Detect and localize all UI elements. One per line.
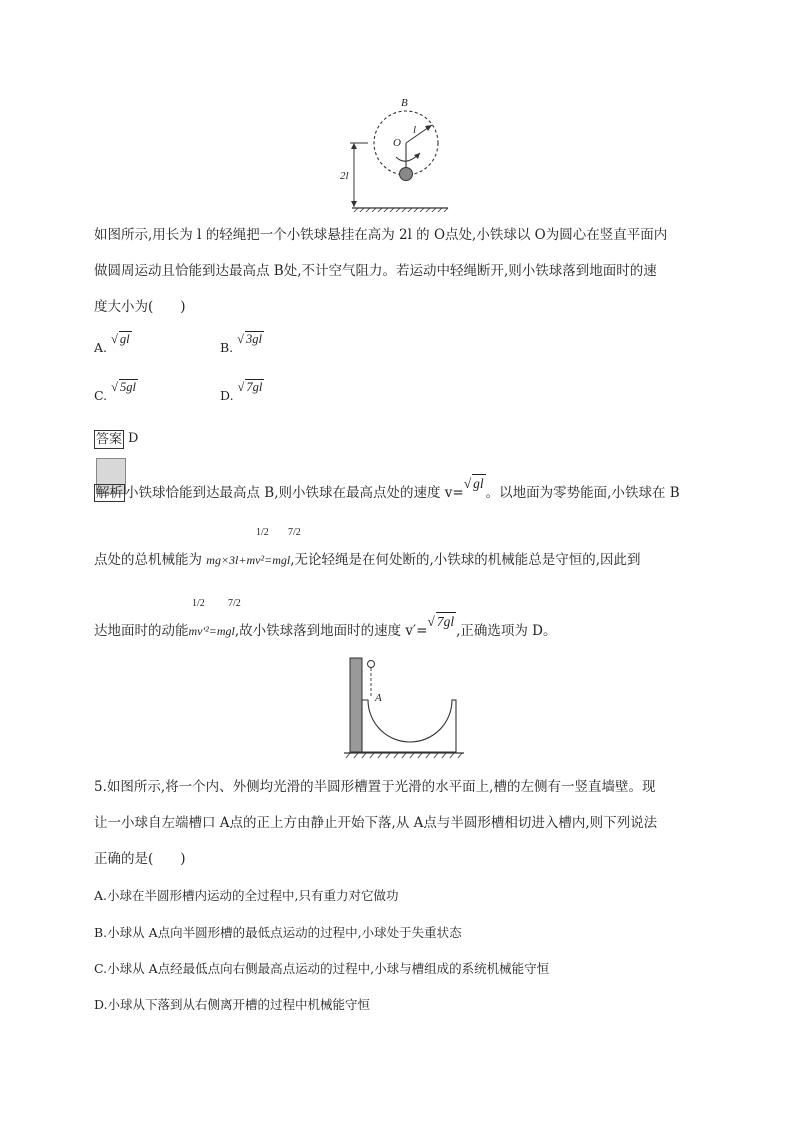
math-expr: mv²= — [246, 553, 273, 567]
label-l: l — [413, 124, 417, 136]
math-expr: mgl — [216, 624, 235, 638]
option-letter: A. — [94, 340, 108, 355]
option-letter: C. — [94, 388, 108, 403]
radicand: 5gl — [119, 380, 136, 394]
floor-hatch — [346, 753, 462, 758]
label-A: A — [375, 692, 382, 704]
analysis-text-1b: 。以地面为零势能面,小铁球在 B — [485, 485, 680, 501]
analysis-text-2b: ,无论轻绳是在何处断的,小铁球的机械能总是守恒的,因此到 — [290, 552, 641, 568]
math-expr: mgl — [272, 553, 291, 567]
iron-ball — [400, 168, 413, 181]
q5-option-a[interactable]: A.小球在半圆形槽内运动的全过程中,只有重力对它做功 — [94, 888, 399, 903]
option-letter: B. — [220, 340, 234, 355]
height-arrow-bottom — [351, 201, 357, 207]
sqrt-expression: √ gl — [111, 332, 130, 346]
wall — [350, 658, 362, 752]
math-expr: mg×3l+ — [206, 553, 247, 567]
fraction-seven-half: 7/2 — [288, 527, 301, 538]
analysis-text-3a: 达地面时的动能 — [94, 623, 189, 639]
label-O: O — [393, 137, 401, 149]
q4-option-a[interactable] — [94, 332, 132, 356]
analysis-line-2 — [94, 551, 641, 569]
q4-option-b[interactable] — [220, 332, 264, 356]
analysis-text-2a: 点处的总机械能为 — [94, 552, 202, 568]
radicand: gl — [473, 476, 484, 491]
option-letter: D. — [220, 388, 234, 403]
math-expr: mv′²= — [188, 624, 217, 638]
analysis-line-3 — [94, 614, 557, 640]
semicircle-groove — [362, 700, 456, 752]
answer-label: 答案 — [96, 432, 123, 447]
q4-stem-line-2: 做圆周运动且恰能到达最高点 B处,不计空气阻力。若运动中轻绳断开,则小铁球落到地面时的速 — [94, 263, 657, 279]
analysis-text-1a: 小铁球恰能到达最高点 B,则小铁球在最高点处的速度 v= — [125, 485, 464, 501]
sqrt-expression: √ 3gl — [237, 332, 263, 346]
q5-stem-line-1: 5.如图所示,将一个内、外侧均光滑的半圆形槽置于光滑的水平面上,槽的左侧有一竖直墙壁。现 — [94, 779, 656, 795]
pendulum-figure — [340, 95, 470, 220]
height-arrow-top — [351, 143, 357, 149]
small-ball — [368, 661, 375, 668]
radicand: 7gl — [246, 380, 263, 394]
label-B: B — [401, 97, 408, 109]
q4-option-c[interactable] — [94, 380, 138, 404]
sqrt-expression: √ 5gl — [111, 380, 136, 394]
groove-figure — [340, 650, 465, 760]
fraction-half: 1/2 — [192, 598, 205, 609]
sqrt-expression: √ 7gl — [237, 380, 263, 394]
answer-value: D — [128, 431, 139, 446]
q5-option-b[interactable]: B.小球从 A点向半圆形槽的最低点运动的过程中,小球处于失重状态 — [94, 925, 462, 940]
q5-stem-line-3: 正确的是( ) — [94, 851, 186, 867]
sqrt-expression: √ gl — [463, 476, 484, 491]
q4-stem-line-3: 度大小为( ) — [94, 299, 186, 315]
radicand: 7gl — [436, 614, 455, 629]
q4-option-d[interactable] — [220, 380, 264, 404]
fraction-half: 1/2 — [256, 527, 269, 538]
radicand: gl — [119, 332, 130, 346]
analysis-text-3c: ,正确选项为 D。 — [456, 623, 557, 639]
analysis-text-3b: ,故小铁球落到地面时的速度 v′= — [234, 623, 428, 639]
fraction-seven-half: 7/2 — [228, 598, 241, 609]
q4-stem-line-1: 如图所示,用长为 l 的轻绳把一个小铁球悬挂在高为 2l 的 O点处,小铁球以 O为圆心在竖直平面内 — [94, 227, 668, 243]
sqrt-expression: √ 7gl — [427, 614, 455, 629]
ground-hatch — [354, 208, 448, 212]
q5-option-d[interactable]: D.小球从下落到从右侧离开槽的过程中机械能守恒 — [94, 997, 371, 1012]
analysis-line-1 — [94, 476, 680, 502]
radius-arrowhead — [425, 125, 432, 131]
radicand: 3gl — [246, 332, 263, 346]
q5-stem-line-2: 让一小球自左端槽口 A点的正上方由静止开始下落,从 A点与半圆形槽相切进入槽内,则下列说法 — [94, 815, 658, 831]
rotation-arrowhead — [414, 153, 420, 159]
analysis-label: 解析 — [96, 485, 123, 501]
q5-option-c[interactable]: C.小球从 A点经最低点向右侧最高点运动的过程中,小球与槽组成的系统机械能守恒 — [94, 961, 550, 976]
label-2l: 2l — [340, 170, 349, 182]
